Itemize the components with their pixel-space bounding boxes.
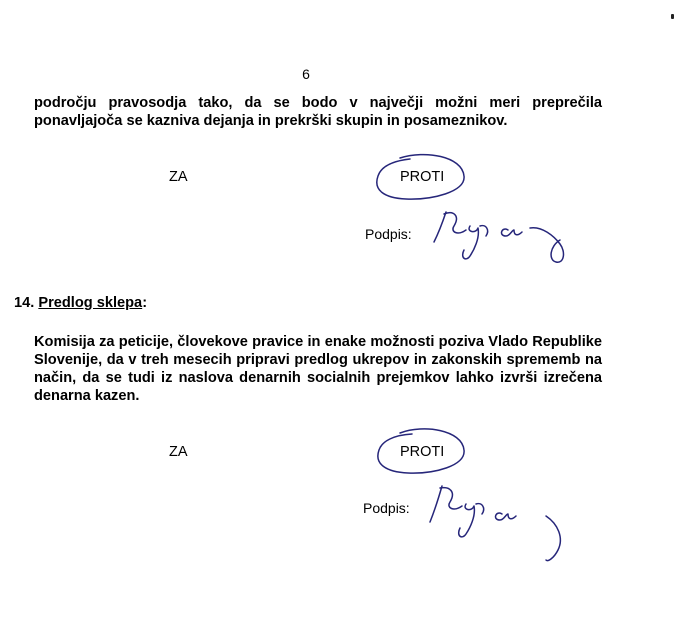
vote-2-against-option[interactable]: PROTI (400, 444, 445, 460)
vote-1-signature-label: Podpis: (365, 226, 412, 242)
vote-2-signature-image (428, 478, 588, 568)
vote-2-for-option[interactable]: ZA (169, 444, 188, 460)
vote-2-signature-label: Podpis: (363, 500, 410, 516)
section-14-title: Predlog sklepa (38, 295, 143, 311)
vote-1-selection-circle (370, 152, 480, 204)
vote-2-selection-circle (372, 426, 482, 478)
vote-1-for-option[interactable]: ZA (169, 169, 188, 185)
vote-1-signature-image (430, 200, 590, 275)
vote-1-against-option[interactable]: PROTI (400, 169, 445, 185)
section-14-title-suffix: : (142, 295, 148, 311)
section-14-heading (14, 295, 147, 311)
section-14-text: Komisija za peticije, človekove pravice in enake možnosti poziva Vlado Republike Slovenije, da v treh mesecih pripravi predlog ukrepov in zakonskih sprememb na način, da se tudi iz naslova denarnih socialnih prejemkov lahko izvrši izrečena denarna kazen. (34, 334, 602, 404)
section-13-continuation-text: področju pravosodja tako, da se bodo v največji možni meri preprečila ponavljajoča se kazniva dejanja in prekrški skupin in posameznikov. (34, 95, 602, 129)
scan-mark (671, 14, 674, 19)
section-14-number: 14. (14, 295, 35, 311)
page-number: 6 (302, 66, 310, 82)
